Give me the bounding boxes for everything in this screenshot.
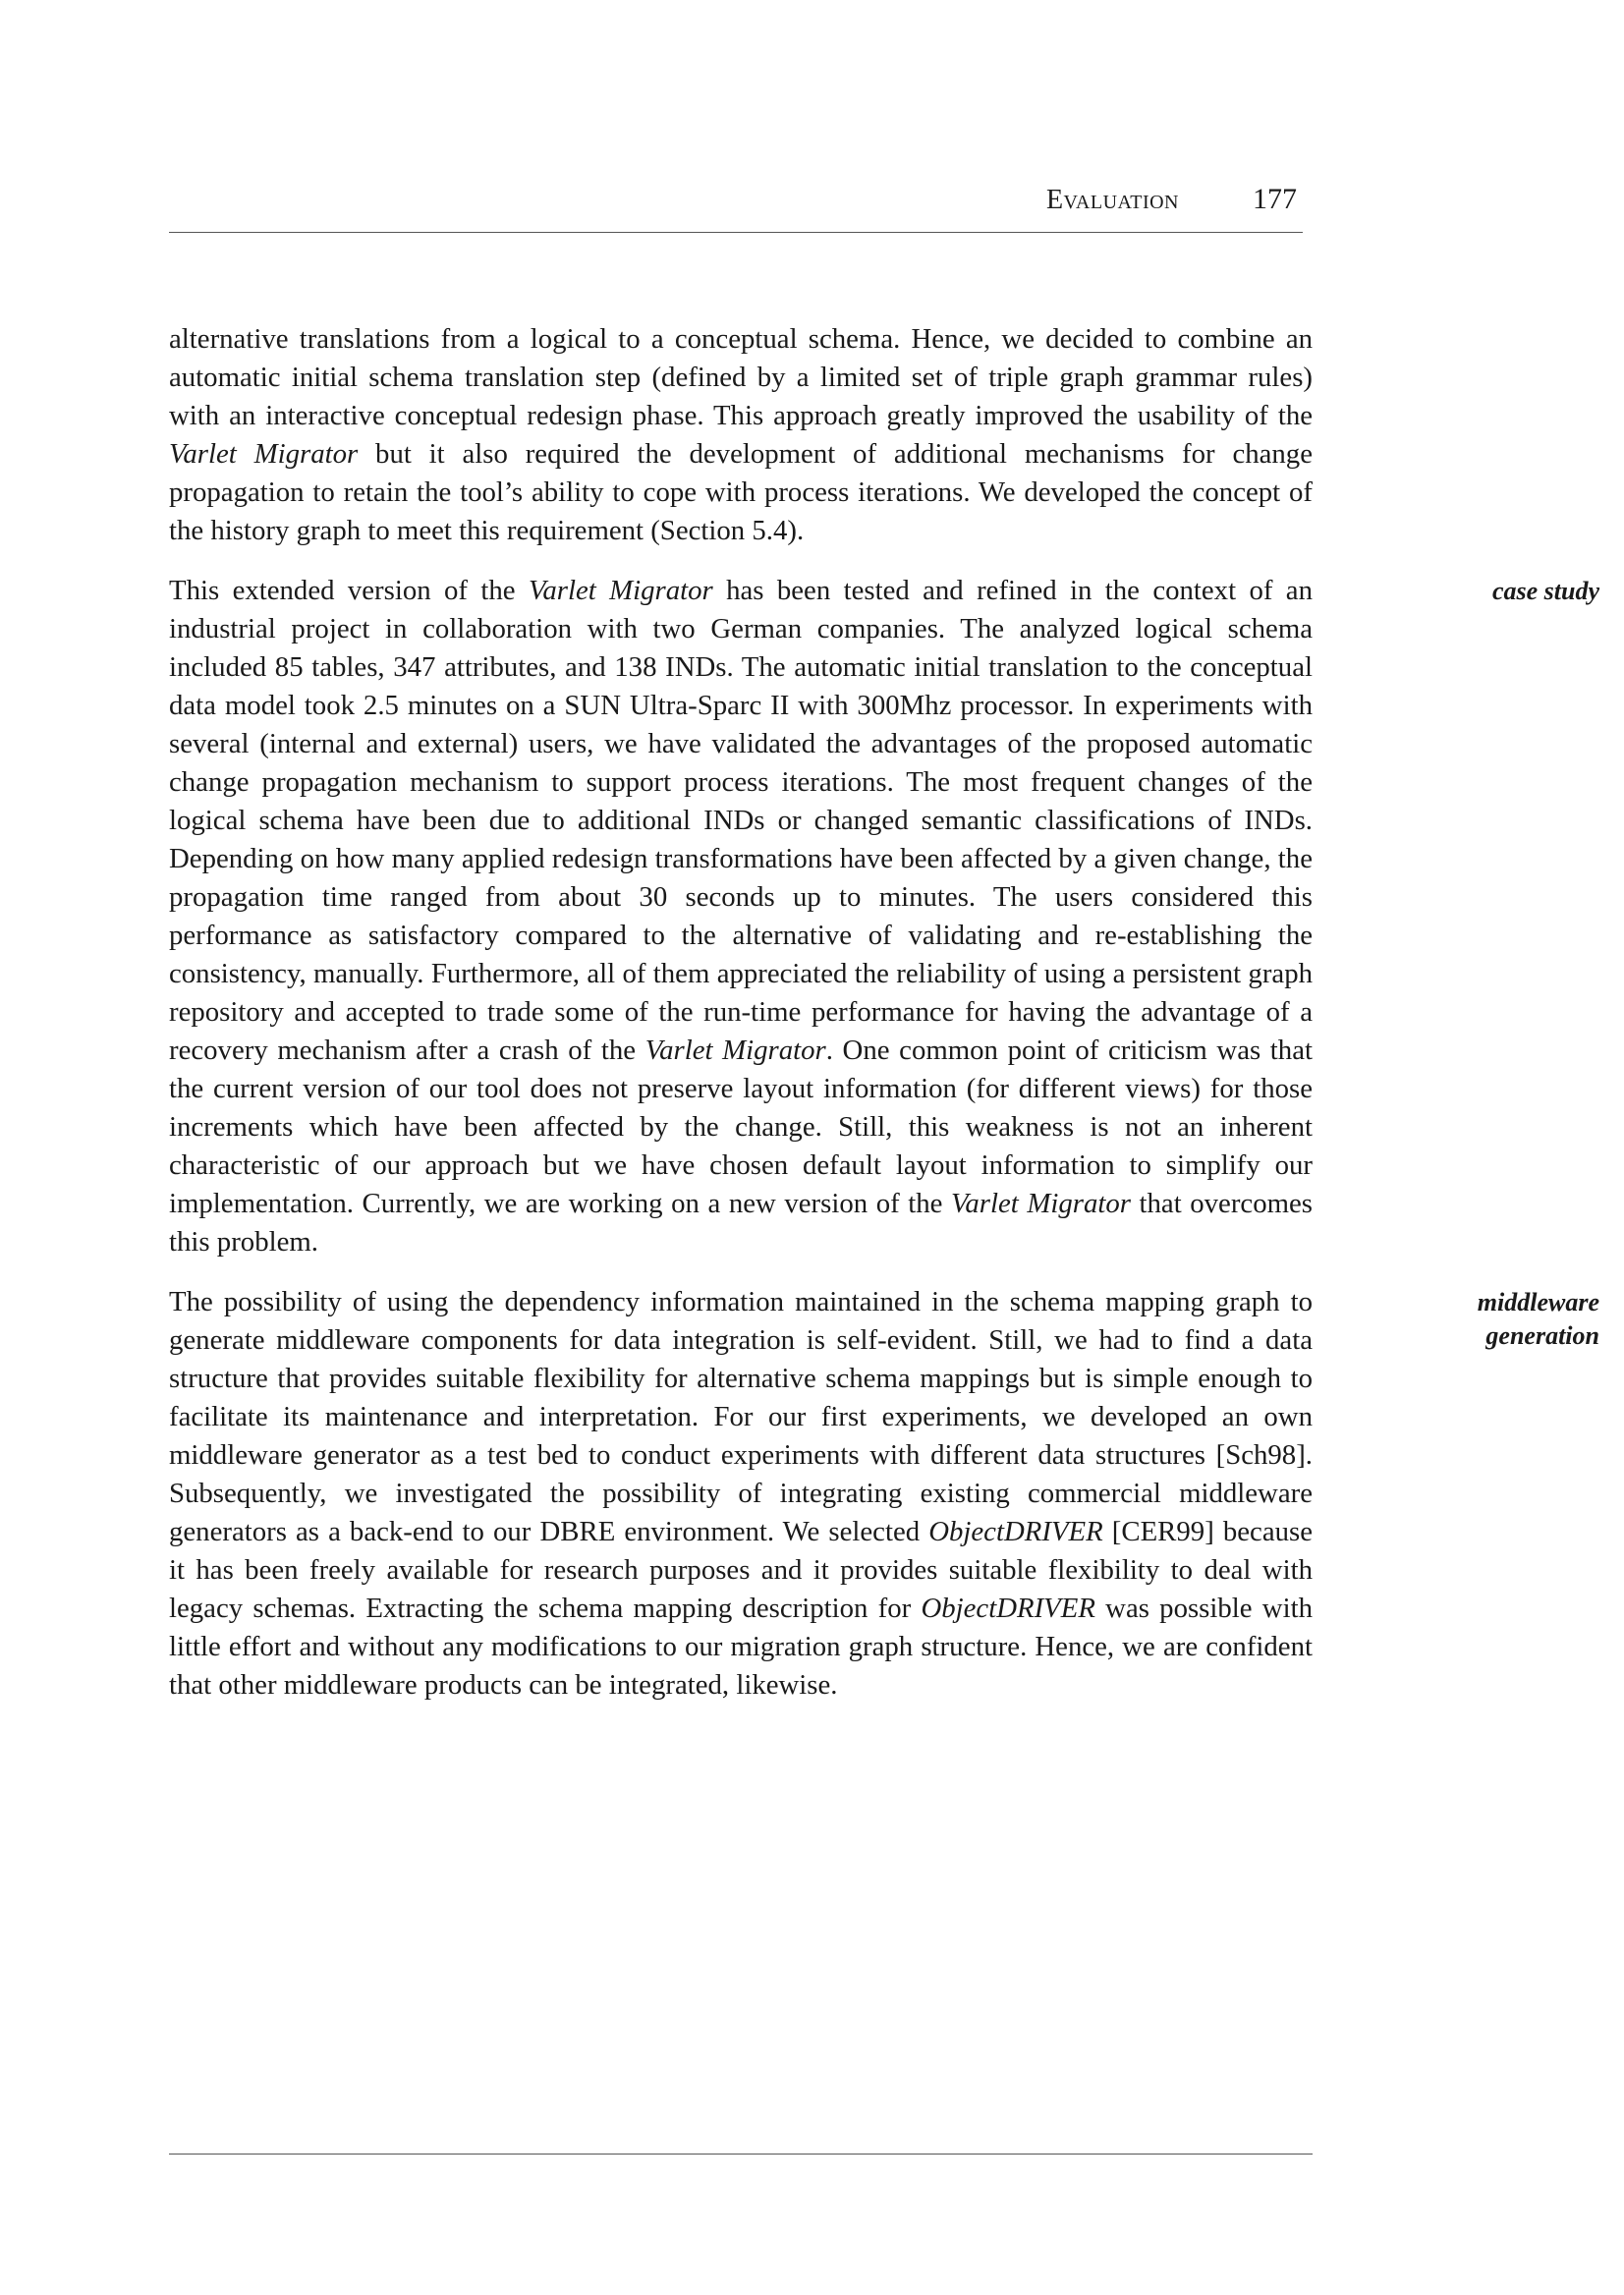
margin-note	[1338, 575, 1599, 608]
text-run: . One common point of criticism was that the current version of our tool does not preserve layout information (for different views) for those increments which have been affected by the change. Still, this weakness is not an inherent characteristic of our approach but we have chosen default layout information to simplify our implementation. Currently, we are working on a new version of the	[169, 1035, 1313, 1219]
text-run: that overcomes this problem.	[169, 1188, 1313, 1258]
text-run: but it also required the development of additional mechanisms for change propagation to retain the tool’s ability to cope with process iterations. We developed the concept of the history graph to meet this requirement (Section 5.4).	[169, 438, 1313, 546]
paragraph-1	[169, 320, 1313, 550]
text-run: alternative translations from a logical to a conceptual schema. Hence, we decided to combine an automatic initial schema translation step (defined by a limited set of triple graph grammar rules) with an interactive conceptual redesign phase. This approach greatly improved the usability of the	[169, 323, 1313, 431]
italic-term: ObjectDRIVER	[928, 1516, 1103, 1547]
margin-note-line: middleware	[1477, 1288, 1599, 1316]
body-text	[169, 320, 1599, 1726]
page-number: 177	[1253, 183, 1297, 215]
paragraph-2	[169, 572, 1599, 1261]
paragraph-3	[169, 1283, 1599, 1705]
italic-term: Varlet Migrator	[169, 438, 359, 470]
text-run: [CER99] because it has been freely available for research purposes and it provides suitable flexibility to deal with legacy schemas. Extracting the schema mapping description for	[169, 1516, 1313, 1624]
margin-note	[1338, 1286, 1599, 1353]
italic-term: ObjectDRIVER	[921, 1593, 1095, 1624]
text-run: has been tested and refined in the context of an industrial project in collaboration with two German companies. The analyzed logical schema included 85 tables, 347 attributes, and 138 INDs. The automatic initial translation to the conceptual data model took 2.5 minutes on a SUN Ultra-Sparc II with 300Mhz processor. In experiments with several (internal and external) users, we have validated the advantages of the proposed automatic change propagation mechanism to support process iterations. The most frequent changes of the logical schema have been due to additional INDs or changed semantic classifications of INDs. Depending on how many applied redesign transformations have been affected by a given change, the propagation time ranged from about 30 seconds up to minutes. The users considered this performance as satisfactory compared to the alternative of validating and re-establishing the consistency, manually. Furthermore, all of them appreciated the reliability of using a persistent graph repository and accepted to trade some of the run-time performance for having the advantage of a recovery mechanism after a crash of the	[169, 575, 1313, 1066]
margin-note-line: case study	[1491, 577, 1599, 605]
italic-term: Varlet Migrator	[528, 575, 713, 606]
running-header	[169, 179, 1303, 233]
text-run: The possibility of using the dependency information maintained in the schema mapping graph to generate middleware components for data integration is self-evident. Still, we had to find a data structure that provides suitable flexibility for alternative schema mappings but is simple enough to facilitate its maintenance and interpretation. For our first experiments, we developed an own middleware generator as a test bed to conduct experiments with different data structures [Sch98]. Subsequently, we investigated the possibility of integrating existing commercial middleware generators as a back-end to our DBRE environment. We selected	[169, 1286, 1313, 1547]
margin-note-line: generation	[1485, 1321, 1599, 1350]
italic-term: Varlet Migrator	[951, 1188, 1131, 1219]
text-run: was possible with little effort and without any modifications to our migration graph structure. Hence, we are confident that other middleware products can be integrated, likewise.	[169, 1593, 1313, 1701]
text-run: This extended version of the	[169, 575, 529, 606]
footer-rule	[169, 2154, 1313, 2155]
header-section-title: Evaluation	[1045, 185, 1179, 215]
italic-term: Varlet Migrator	[644, 1035, 826, 1066]
